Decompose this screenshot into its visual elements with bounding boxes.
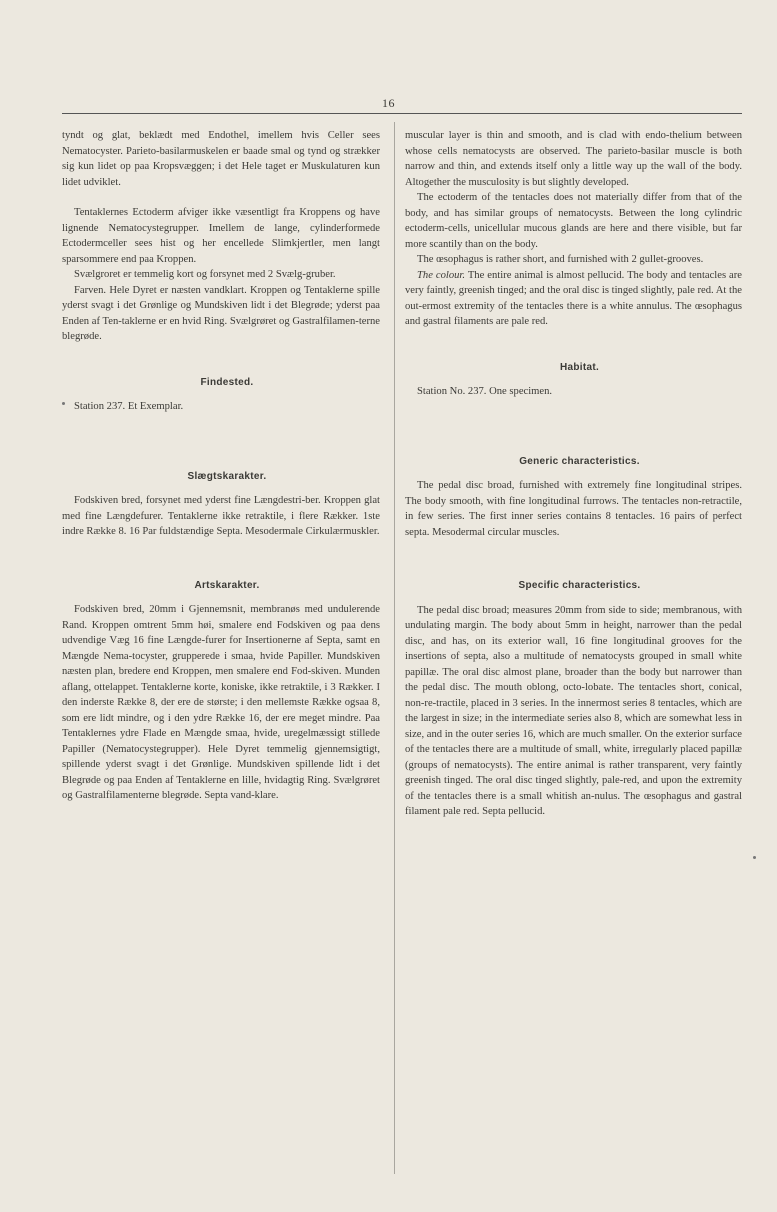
ink-speck-right <box>753 856 756 859</box>
generic-text: The pedal disc broad, furnished with extremely fine longitudinal stripes. The body smooth, with fine longitudinal furrows. The tentacles non-retractile, in few series. The first inner series contains 8 tentacles. 16 pairs of perfect septa. Mesodermal circular muscles. <box>405 480 742 538</box>
slaegt-heading: Slægtskarakter. <box>187 470 267 482</box>
header-rule <box>62 113 742 114</box>
right-para-1: muscular layer is thin and smooth, and is clad with endo-thelium between whose cells nematocysts are observed. The parieto-basilar muscle is both narrow and thin, and extends itself only a little way up the wall of the body. Altogether the musculosity is but slightly developed. <box>405 130 742 188</box>
colour-label: The colour. <box>417 269 466 281</box>
page-number: 16 <box>382 96 395 110</box>
generic-heading: Generic characteristics. <box>519 455 640 467</box>
specific-heading: Specific characteristics. <box>518 580 641 591</box>
findested-heading: Findested. <box>200 376 254 388</box>
left-para-1: tyndt og glat, beklædt med Endothel, imellem hvis Celler sees Nematocyster. Parieto-basilarmuskelen er baade smal og tynd og strækker sig kun lidet op paa Kropsvæggen; i det Hele taget er Muskulaturen kun lidet udviklet. <box>62 130 380 188</box>
left-para-2: Tentaklernes Ectoderm afviger ikke væsentligt fra Kroppens og have lignende Nematocystegrupper. Imellem de lange, cylinderformede Ectodermceller sees hist og her encellede Slimkjertler, men langt sparsommere end paa Kroppen. <box>62 207 380 265</box>
right-para-2: The ectoderm of the tentacles does not materially differ from that of the body, and has similar groups of nematocysts. Between the long cylindric ectoderm-cells, unicellular mucous glands are here and there visible, but far more scantily than on the body. <box>405 192 742 250</box>
column-divider <box>394 122 395 1174</box>
colour-text: The entire animal is almost pellucid. The body and tentacles are very faintly, greenish tinged; and the oral disc is tinged slightly, pale red. At the out-ermost extremity of the tentacles there is a white annulus. The œsophagus and gastral filaments are pale red. <box>405 269 742 327</box>
right-para-4 <box>405 268 742 330</box>
art-text: Fodskiven bred, 20mm i Gjennemsnit, membranøs med undulerende Rand. Kroppen omtrent 5mm høi, smalere end Fodskiven og paa dens udvendige Væg 16 fine Længde-furer for Insertionerne af Septa, samt en Mængde Nema-tocyster, grupperede i smaa, hvide Papiller. Mundskiven næsten plan, bredere end Kroppen, men smalere end Fod-skiven. Munden aflang, ottelappet. Tentaklerne korte, koniske, ikke retraktile, i 3 Rækker. I den inderste Række 8, der ere de største; i den mellemste Række ogsaa 8, som ere lidt mindre, og i den ydre Række 16, der ere meget mindre. Paa Tentaklernes ydre Flade en Mængde smaa, hvide, uregelmæssigt stillede Papiller (Nematocystegrupper). Hele Dyret temmelig gjennemsigtigt, spillende yderst svagt i det Grønlige. Mundskiven spillende lidt i det Blegrøde og paa Enden af Tentaklerne en lille, hvidagtig Ring. Svælgrøret og Gastralfilamenterne blegrøde. Septa vand-klare. <box>62 604 380 801</box>
habitat-text: Station No. 237. One specimen. <box>417 386 553 397</box>
right-para-3: The œsophagus is rather short, and furnished with 2 gullet-grooves. <box>417 254 704 265</box>
specific-text: The pedal disc broad; measures 20mm from side to side; membranous, with undulating margin. The body about 5mm in height, narrower than the pedal disc, and has, on its exterior wall, 16 fine longitudinal grooves for the insertions of septa, also a multitude of nematocysts grouped in small white papillæ. The oral disc almost plane, broader than the body but narrower than the pedal disc. The mouth oblong, octo-lobate. The tentacles short, conical, non-re-tractile, placed in 3 series. In the innermost series 8 tentacles, which are the largest in size; in the intermediate series also 8, which are somewhat less in size, and in the outer series 16, which are much smaller. On the exterior surface of the tentacles there are a multitude of small, white, irregularly placed papillæ (groups of nematocysts). The entire animal is rather transparent, very faintly greenish tinged. The oral disc tinged slightly, pale-red, and upon the extremity of the tentacles there is a small whitish an-nulus. The œsophagus and gastral filament pale red. Septa pellucid. <box>405 604 742 817</box>
habitat-heading: Habitat. <box>559 361 600 373</box>
art-heading: Artskarakter. <box>194 579 260 591</box>
english-column <box>405 128 742 820</box>
norwegian-column <box>62 128 380 804</box>
slaegt-text: Fodskiven bred, forsynet med yderst fine Længdestri-ber. Kroppen glat med fine Længdefurer. Tentaklerne ikke retraktile, i flere Rækker. 1ste indre Række 8. 16 Par fuldstændige Septa. Mesodermale Cirkulærmuskler. <box>62 495 380 537</box>
left-para-3: Svælgroret er temmelig kort og forsynet med 2 Svælg-gruber. <box>74 269 336 280</box>
findested-text: Station 237. Et Exemplar. <box>74 401 184 412</box>
left-para-4: Farven. Hele Dyret er næsten vandklart. Kroppen og Tentaklerne spille yderst svagt i det Grønlige og Mundskiven lidt i det Blegrøde; yderst paa Enden af Ten-taklerne er en hvid Ring. Svælgrøret og Gastralfilamen-terne blegrøde. <box>62 284 380 342</box>
